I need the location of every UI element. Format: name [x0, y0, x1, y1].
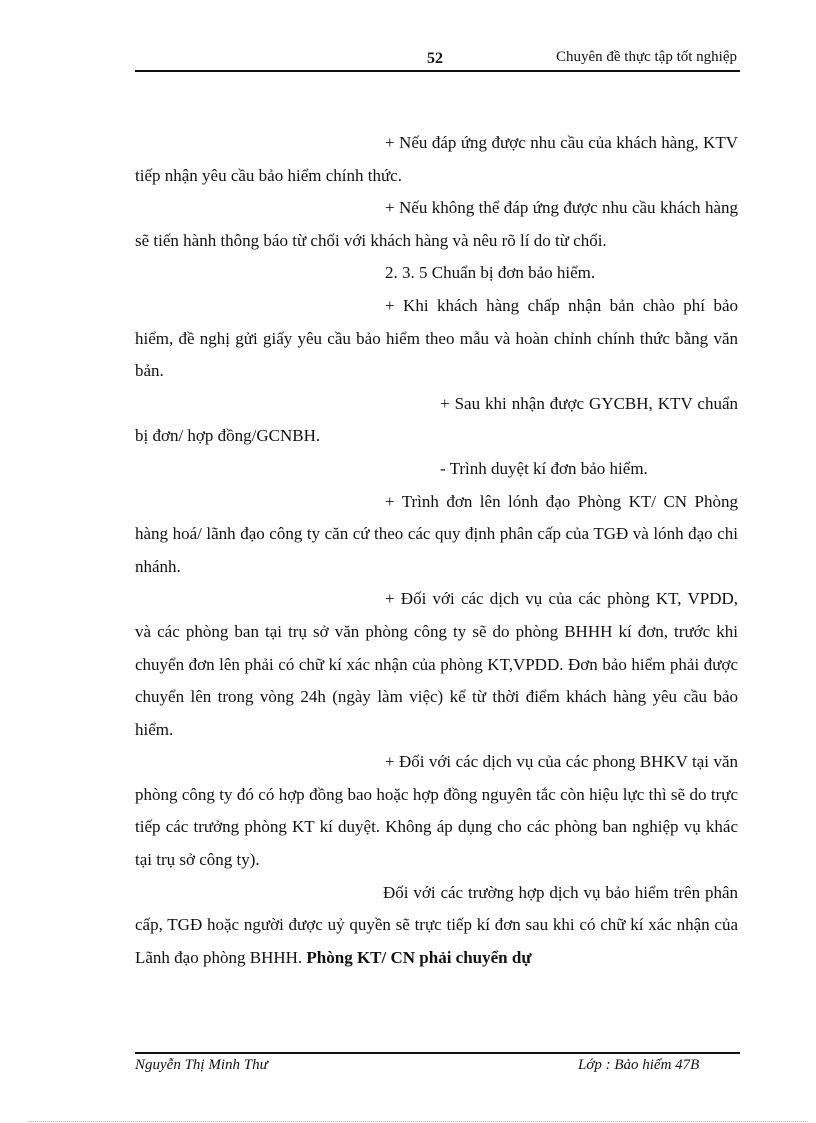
- paragraph-2: + Nếu không thể đáp ứng được nhu cầu khách hàng sẽ tiến hành thông báo từ chối với khách hàng và nêu rõ lí do từ chối.: [135, 198, 738, 250]
- paragraph-8: + Đối với các dịch vụ của các phòng KT, VPDD, và các phòng ban tại trụ sở văn phòng công ty sẽ do phòng BHHH kí đơn, trước khi chuyển đơn lên phải có chữ kí xác nhận của phòng KT,VPDD. Đơn bảo hiểm phải được chuyển lên trong vòng 24h (ngày làm việc) kể từ thời điểm khách hàng yêu cầu bảo hiểm.: [135, 589, 738, 739]
- paragraph-10-text: Đối với các trường hợp dịch vụ bảo hiểm trên phân cấp, TGĐ hoặc người được uỷ quyền sẽ trực tiếp kí đơn sau khi có chữ kí xác nhận của Lãnh đạo phòng BHHH.: [135, 882, 738, 967]
- header-divider: [135, 70, 740, 72]
- page-edge-dotted-line: [28, 1121, 808, 1122]
- paragraph-1: + Nếu đáp ứng được nhu cầu của khách hàng, KTV tiếp nhận yêu cầu bảo hiểm chính thức.: [135, 133, 738, 185]
- paragraph-5: + Sau khi nhận được GYCBH, KTV chuẩn bị đơn/ hợp đồng/GCNBH.: [135, 393, 738, 446]
- footer-divider: [135, 1052, 740, 1054]
- footer-author: Nguyễn Thị Minh Thư: [135, 1057, 268, 1073]
- footer-class: Lớp : Bảo hiểm 47B: [578, 1057, 700, 1073]
- header-title: Chuyên đề thực tập tốt nghiệp: [555, 49, 737, 65]
- paragraph-10-bold: Phòng KT/ CN phải chuyển dự: [306, 947, 532, 967]
- paragraph-9: + Đối với các dịch vụ của các phong BHKV tại văn phòng công ty đó có hợp đồng bao hoặc hợp đồng nguyên tắc còn hiệu lực thì sẽ do trực tiếp các trưởng phòng KT kí duyệt. Không áp dụng cho các phòng ban nghiệp vụ khác tại trụ sở công ty).: [135, 752, 738, 870]
- paragraph-4: + Khi khách hàng chấp nhận bản chào phí bảo hiểm, đề nghị gửi giấy yêu cầu bảo hiểm theo mẫu và hoàn chỉnh chính thức bằng văn bản.: [135, 295, 738, 381]
- document-body: [135, 127, 738, 974]
- paragraph-6: - Trình duyệt kí đơn bảo hiểm.: [440, 458, 648, 478]
- paragraph-10: [135, 877, 738, 975]
- paragraph-7: + Trình đơn lên lónh đạo Phòng KT/ CN Phòng hàng hoá/ lãnh đạo công ty căn cứ theo các quy định phân cấp của TGĐ và lónh đạo chi nhánh.: [135, 491, 738, 576]
- section-heading: 2. 3. 5 Chuẩn bị đơn bảo hiểm.: [385, 263, 596, 283]
- page-header: [135, 48, 740, 70]
- page-number: 52: [427, 50, 443, 67]
